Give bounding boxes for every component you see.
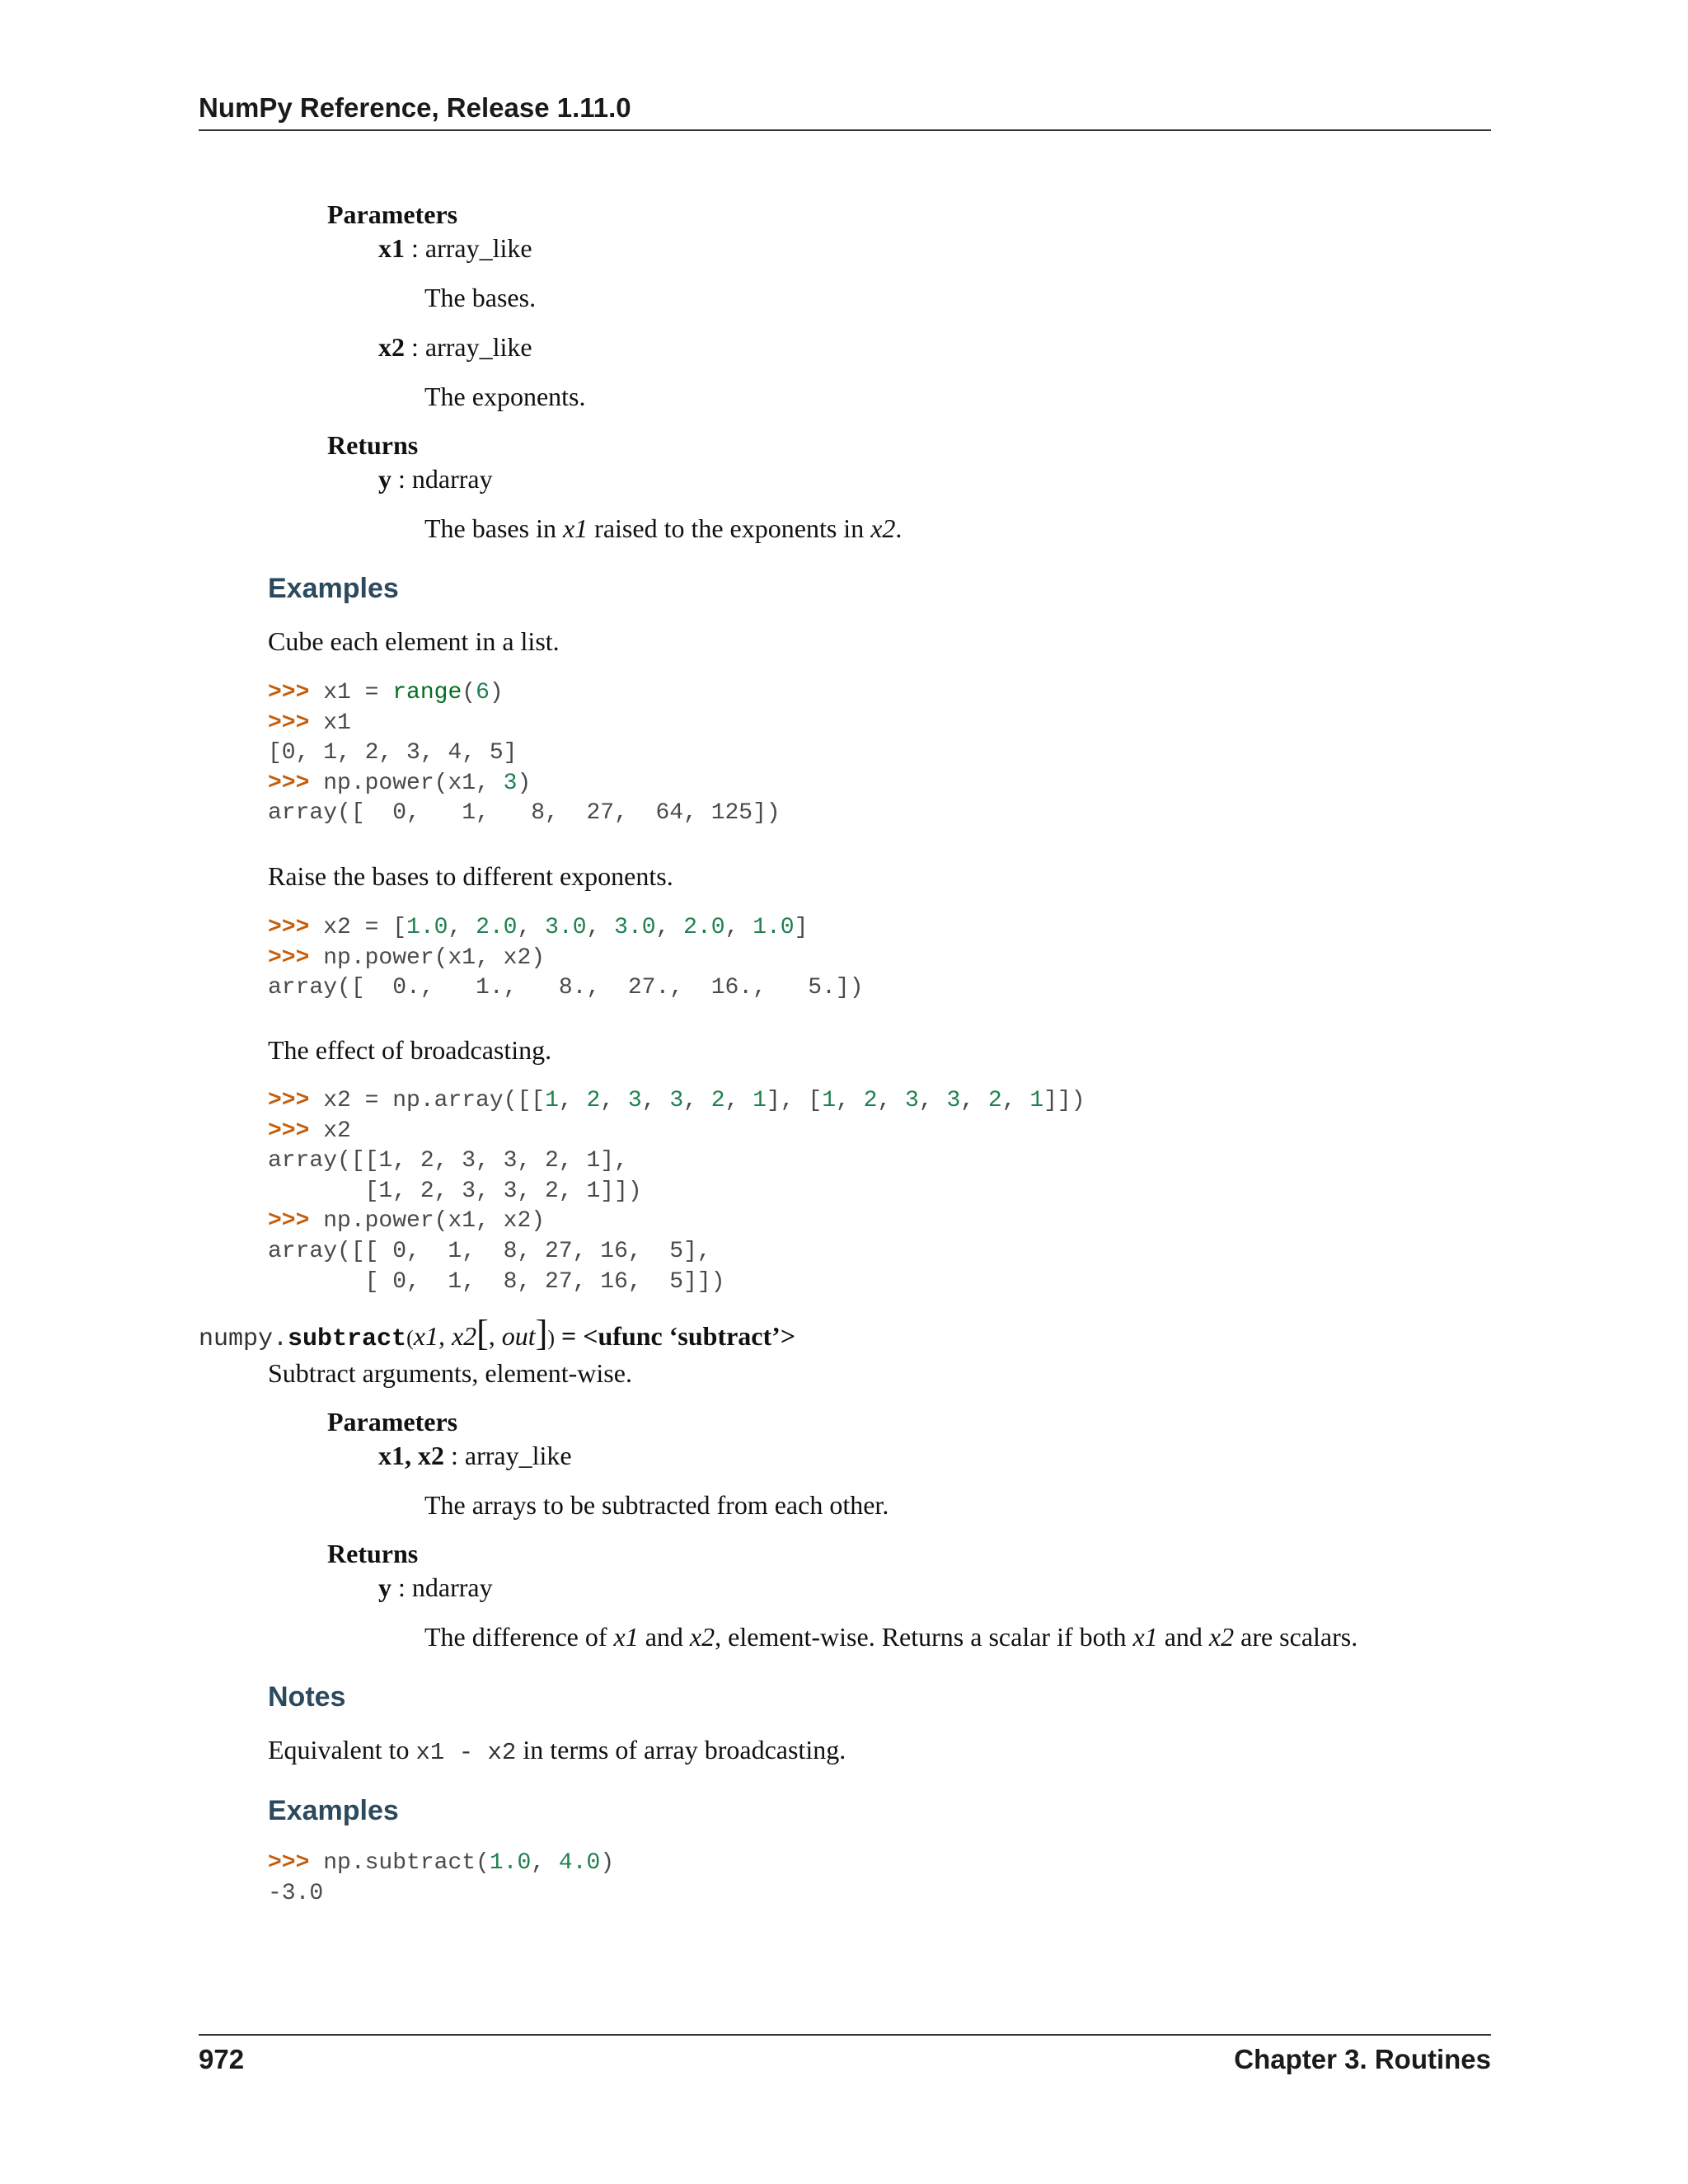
- sig-ufunc: = <ufunc ‘subtract’>: [555, 1321, 796, 1351]
- param-sep: :: [405, 233, 425, 263]
- code-line: >>> x1: [268, 710, 351, 736]
- sig-function-name: subtract: [288, 1325, 407, 1353]
- returns-heading: Returns: [327, 1539, 419, 1568]
- return-sep: :: [392, 1572, 412, 1602]
- function-signature: numpy.subtract(x1, x2[, out]) = <ufunc ‘subtract’>: [199, 1313, 796, 1353]
- code-line: >>> np.power(x1, 3): [268, 770, 532, 796]
- param-x1: [378, 233, 532, 264]
- sig-optional-arg: out: [501, 1321, 536, 1351]
- code-block: [268, 1849, 614, 1909]
- return-sep: :: [392, 464, 412, 494]
- code-line: array([ 0, 1, 8, 27, 64, 125]): [268, 800, 781, 827]
- param-x2-desc: The exponents.: [424, 382, 586, 411]
- returns-heading: Returns: [327, 430, 419, 460]
- code-line: >>> np.subtract(1.0, 4.0): [268, 1850, 615, 1876]
- code-block: [268, 678, 781, 829]
- return-type: ndarray: [411, 1572, 493, 1602]
- running-header: NumPy Reference, Release 1.11.0: [199, 92, 631, 123]
- code-line: [0, 1, 2, 3, 4, 5]: [268, 740, 518, 766]
- param-type: array_like: [424, 332, 532, 362]
- sig-module: numpy.: [199, 1325, 288, 1353]
- code-block: [268, 913, 864, 1004]
- param-x-desc: The arrays to be subtracted from each other.: [424, 1490, 889, 1520]
- code-line: >>> np.power(x1, x2): [268, 944, 546, 971]
- return-name: y: [378, 464, 392, 494]
- notes-text: Equivalent to x1 - x2 in terms of array broadcasting.: [268, 1735, 846, 1766]
- return-name: y: [378, 1572, 392, 1602]
- sig-args: x1, x2: [413, 1321, 477, 1351]
- code-block: [268, 1086, 1085, 1297]
- page-number: 972: [199, 2044, 245, 2074]
- code-line: >>> x2: [268, 1118, 351, 1144]
- footer-rule: [199, 2034, 1491, 2036]
- return-y-desc: The difference of x1 and x2, element-wise. Returns a scalar if both x1 and x2 are scalars.: [424, 1622, 1358, 1652]
- code-line: >>> x1 = range(6): [268, 680, 504, 705]
- return-y-desc: The bases in x1 raised to the exponents in x2.: [424, 513, 903, 543]
- inline-code: x1 - x2: [415, 1739, 517, 1766]
- param-type: array_like: [464, 1441, 572, 1470]
- params-heading: Parameters: [327, 199, 458, 229]
- param-x1-x2: [378, 1441, 572, 1471]
- params-heading: Parameters: [327, 1407, 458, 1436]
- notes-heading: Notes: [268, 1681, 346, 1713]
- return-y: [378, 1572, 493, 1603]
- examples-heading: Examples: [268, 1795, 399, 1826]
- code-line: array([[1, 2, 3, 3, 2, 1],: [268, 1148, 628, 1174]
- code-line: [1, 2, 3, 3, 2, 1]]): [268, 1178, 642, 1204]
- code-line: >>> x2 = np.array([[1, 2, 3, 3, 2, 1], [1, 2, 3, 3, 2, 1]]): [268, 1088, 1085, 1113]
- param-x1-desc: The bases.: [424, 283, 537, 312]
- param-name: x1: [378, 233, 405, 263]
- code-line: >>> np.power(x1, x2): [268, 1208, 546, 1235]
- return-y: [378, 464, 493, 494]
- code-line: >>> x2 = [1.0, 2.0, 3.0, 3.0, 2.0, 1.0]: [268, 915, 809, 940]
- example-caption: Raise the bases to different exponents.: [268, 861, 673, 891]
- examples-heading: Examples: [268, 573, 399, 604]
- param-name: x1, x2: [378, 1441, 444, 1470]
- chapter-title: Chapter 3. Routines: [1234, 2044, 1491, 2074]
- example-caption: The effect of broadcasting.: [268, 1035, 552, 1065]
- code-line: array([ 0., 1., 8., 27., 16., 5.]): [268, 975, 864, 1001]
- code-line: array([[ 0, 1, 8, 27, 16, 5],: [268, 1238, 711, 1264]
- param-sep: :: [444, 1441, 465, 1470]
- param-name: x2: [378, 332, 405, 362]
- example-caption: Cube each element in a list.: [268, 626, 560, 656]
- code-line: -3.0: [268, 1880, 324, 1906]
- code-line: [ 0, 1, 8, 27, 16, 5]]): [268, 1268, 725, 1295]
- param-type: array_like: [424, 233, 532, 263]
- function-summary: Subtract arguments, element-wise.: [268, 1358, 632, 1388]
- return-type: ndarray: [411, 464, 493, 494]
- param-sep: :: [405, 332, 425, 362]
- header-rule: [199, 129, 1491, 131]
- param-x2: [378, 332, 532, 363]
